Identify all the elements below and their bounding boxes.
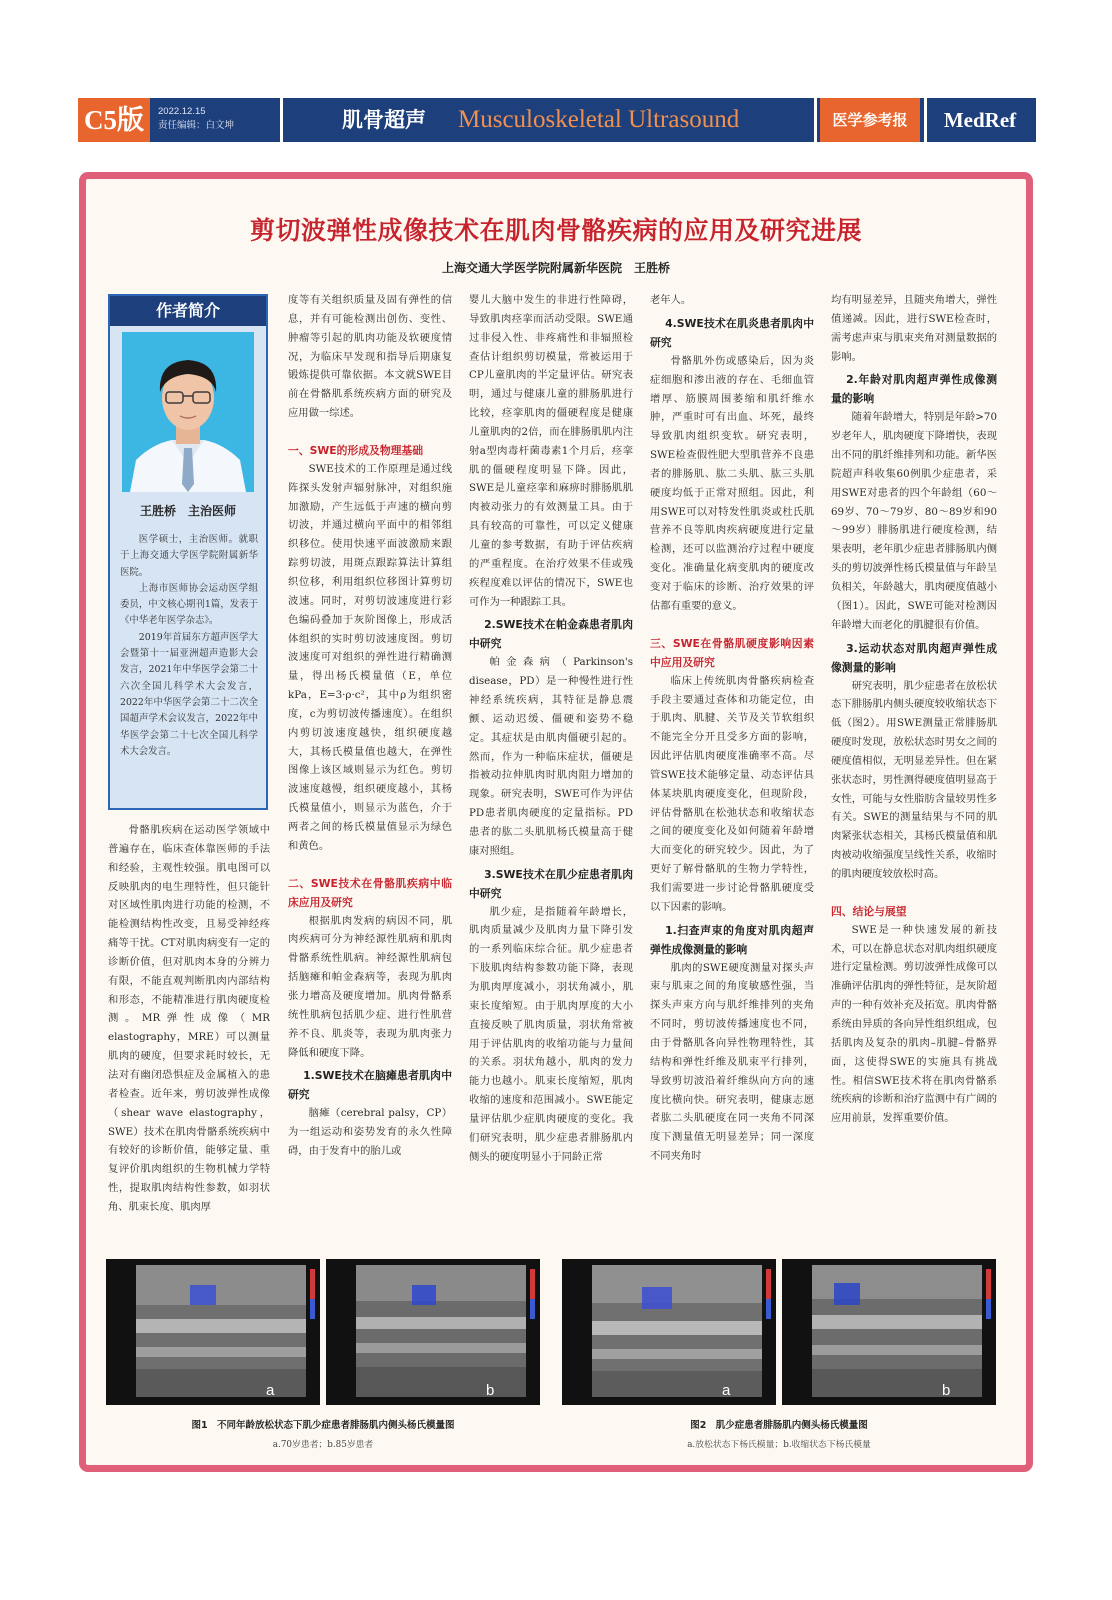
masthead-divider bbox=[814, 98, 817, 142]
subsection-heading: 2.SWE技术在帕金森患者肌肉中研究 bbox=[469, 618, 633, 651]
author-bio-paragraph: 医学硕士，主治医师。就职于上海交通大学医学院附属新华医院。 bbox=[120, 534, 258, 578]
body-paragraph-continued: 老年人。 bbox=[650, 294, 692, 306]
body-column-3 bbox=[469, 291, 633, 1253]
section-heading: 三、SWE在骨骼肌硬度影响因素中应用及研究 bbox=[650, 636, 814, 669]
author-bio-paragraph: 上海市医师协会运动医学组委员，中文核心期刊1篇，发表于《中华老年医学杂志》。 bbox=[120, 582, 258, 627]
panel-label: a bbox=[722, 1382, 731, 1399]
ultrasound-image bbox=[562, 1259, 776, 1405]
body-paragraph-continued: 均有明显差异，且随夹角增大，弹性值递减。因此，进行SWE检查时，需考虑声束与肌束夹角对测量数据的影响。 bbox=[831, 294, 997, 363]
publication-name-en: MedRef bbox=[943, 108, 1017, 132]
masthead-divider bbox=[280, 98, 283, 142]
body-column-4 bbox=[650, 291, 814, 1253]
figure-2-caption: 图2 肌少症患者腓肠肌内侧头杨氏模量图 bbox=[690, 1420, 868, 1431]
body-paragraph-continued: 婴儿大脑中发生的非进行性障碍，导致肌肉痉挛而活动受限。SWE通过非侵入性、非疼痛性和非辐照检查估计组织剪切模量，常被运用于CP儿童肌肉的半定量评估。研究表明，通过与健康儿童的腓肠肌进行比较，痉挛肌肉的僵硬程度是健康儿童肌肉的2倍，而在腓肠肌肌内注射a型肉毒杆菌毒素1个月后，痉挛肌的僵硬程度明显下降。因此，SWE是儿童痉挛和麻痹时腓肠肌肌肉被动张力的有效测量工具。由于具有较高的可靠性，可以定义健康儿童的参考数据，有助于评估疾病的严重程度。在治疗效果不佳或残疾程度难以评估的情况下，SWE也可作为一种跟踪工具。 bbox=[469, 294, 633, 608]
author-box-heading: 作者简介 bbox=[110, 296, 266, 326]
section-heading: 四、结论与展望 bbox=[831, 904, 907, 918]
body-paragraph: 研究表明，肌少症患者在放松状态下腓肠肌内侧头硬度较收缩状态下低（图2）。用SWE测量正常腓肠肌硬度时发现，放松状态时男女之间的硬度值相似，无明显差异性。但在紧张状态时，男性测得硬度值明显高于女性，可能与女性脂肪含量较男性多有关。SWE的测量结果与不同的肌肉紧张状态相关，其杨氏模量值和肌肉被动收缩强度呈线性关系，收缩时的肌肉硬度较放松时高。 bbox=[831, 679, 997, 880]
subsection-heading: 3.SWE技术在肌少症患者肌肉中研究 bbox=[469, 867, 633, 900]
body-paragraph: 骨骼肌外伤或感染后，因为炎症细胞和渗出液的存在、毛细血管增厚、筋膜周围萎缩和肌纤维水肿，严重时可有出血、坏死，最终导致肌肉组织变软。研究表明，SWE检查假性肥大型肌营养不良患者的腓肠肌、肱二头肌、肱三头肌硬度均低于正常对照组。因此，利用SWE可以对特发性肌炎或杜氏肌营养不良等肌肉疾病硬度进行定量检测，还可以监测治疗过程中硬度变化。准确量化病变肌肉的硬度改变对于临床的诊断、治疗效果的评估都有重要的意义。 bbox=[650, 354, 814, 612]
body-column-5 bbox=[831, 291, 997, 1253]
body-paragraph: 脑瘫（cerebral palsy，CP）为一组运动和姿势发育的永久性障碍，由于发育中的胎儿或 bbox=[288, 1107, 452, 1158]
subsection-heading: 1.扫查声束的角度对肌肉超声弹性成像测量的影响 bbox=[650, 923, 814, 956]
masthead-divider bbox=[924, 98, 927, 142]
issue-date: 2022.12.15 bbox=[158, 106, 206, 117]
masthead bbox=[78, 98, 1036, 142]
issue-meta bbox=[158, 105, 234, 133]
author-bio bbox=[120, 532, 258, 760]
intro-paragraph: 骨骼肌疾病在运动医学领域中普遍存在，临床查体靠医师的手法和经验，主观性较强。肌电图可以反映肌肉的电生理特性，但只能针对区域性肌肉进行功能的检测，不能检测结构性改变，且易受神经疼痛等干扰。CT对肌肉病变有一定的诊断价值，但对肌肉本身的分辨力有限，不能直观判断肌肉内部结构和形态，不能精准进行肌肉硬度检测。MR弹性成像（MR elastography，MRE）可以测量肌肉的硬度，但要求耗时较长，无法对有幽闭恐惧症及金属植入的患者检查。近年来，剪切波弹性成像（shear wave elastography，SWE）技术在肌肉骨骼系统疾病中有较好的诊断价值，能够定量、重复评价肌肉组织的生物机械力学特性，提取肌肉结构性参数，如羽状角、肌束长度、肌肉厚 bbox=[108, 824, 270, 1213]
body-paragraph: SWE是一种快速发展的新技术，可以在静息状态对肌肉组织硬度进行定量检测。剪切波弹性成像可以准确评估肌肉的弹性特征，是灰阶超声的一种有效补充及拓宽。肌肉骨骼系统由异质的各向异性组织组成，包括肌肉及复杂的肌肉–肌腱–骨骼界面，这使得SWE的实施具有挑战性。相信SWE技术将在肌肉骨骼系统疾病的诊断和治疗监测中有广阔的应用前景，发挥重要价值。 bbox=[831, 923, 997, 1125]
intro-paragraph-continued: 度等有关组织质量及固有弹性的信息，并有可能检测出创伤、变性、肿瘤等引起的肌肉功能及软硬度情况，为临床早发现和指导后期康复锻炼提供可靠依据。本文就SWE目前在骨骼肌系统疾病方面的研究及应用做一综述。 bbox=[288, 294, 452, 420]
figure-1-subcaption: a.70岁患者；b.85岁患者 bbox=[272, 1440, 374, 1450]
body-paragraph: SWE技术的工作原理是通过线阵探头发射声辐射脉冲，对组织施加激励，产生远低于声速的横向剪切波，并通过横向平面中的相邻组织移位。使用快速平面波激励来跟踪剪切波，用斑点跟踪算法计算组织位移，利用组织位移图计算剪切波速。同时，对剪切波速度进行彩色编码叠加于灰阶图像上，形成活体组织的实时剪切波速度图。剪切波速度可对组织的弹性进行精确测量，得出杨氏模量值（E，单位kPa，E=3·ρ·c²，其中ρ为组织密度，c为剪切波传播速度）。在组织内剪切波速度越快，组织硬度越大，其杨氏模量值也越大，在弹性图像上该区域则显示为红色。剪切波速度越慢，组织硬度越小，其杨氏模量值小，则显示为蓝色，介于两者之间的杨氏模量值显示为绿色和黄色。 bbox=[288, 462, 452, 852]
author-profile-box bbox=[108, 294, 268, 810]
author-bio-paragraph: 2019年首届东方超声医学大会暨第十一届亚洲超声造影大会发言，2021年中华医学会第二十六次全国儿科学术大会发言，2022年中华医学会第二十二次全国超声学术会议发言，2022年中华医学会第二十七次全国儿科学术大会发言。 bbox=[120, 631, 258, 757]
body-paragraph: 根据肌肉发病的病因不同，肌肉疾病可分为神经源性肌病和肌肉骨骼系统性肌病。神经源性肌病包括脑瘫和帕金森病等，表现为肌肉张力增高及硬度增加。肌肉骨骼系统性肌病包括肌少症、进行性肌营养不良、肌炎等，表现为肌肉张力降低和硬度下降。 bbox=[288, 914, 452, 1059]
body-paragraph: 临床上传统肌肉骨骼疾病检查手段主要通过查体和功能定位，由于肌肉、肌腱、关节及关节软组织不能完全分开且受多方面的影响，因此评估肌肉硬度准确率不高。尽管SWE技术能够定量、动态评估具体某块肌肉硬度变化，但现阶段，评估骨骼肌在松弛状态和收缩状态之间的硬度变化及如何随着年龄增大而变化的研究较少。因此，为了更好了解骨骼肌的生物力学特性，我们需要进一步讨论骨骼肌硬度受以下因素的影响。 bbox=[650, 674, 814, 913]
author-photo bbox=[122, 332, 254, 492]
figure-2-subcaption: a.放松状态下杨氏模量；b.收缩状态下杨氏模量 bbox=[687, 1440, 871, 1450]
edition-badge: C5版 bbox=[78, 98, 150, 142]
subsection-heading: 2.年龄对肌肉超声弹性成像测量的影响 bbox=[831, 373, 997, 406]
body-paragraph: 肌肉的SWE硬度测量对探头声束与肌束之间的角度敏感性强，当探头声束方向与肌纤维排列的夹角不同时，剪切波传播速度也不同，由于骨骼肌各向异性物理特性，其结构和弹性纤维及肌束平行排列，导致剪切波沿着纤维纵向方向的速度比横向快。研究表明，健康志愿者肱二头肌硬度在同一夹角不同深度下测量值无明显差异；同一深度不同夹角时 bbox=[650, 961, 814, 1163]
ultrasound-image bbox=[782, 1259, 996, 1405]
subsection-heading: 3.运动状态对肌肉超声弹性成像测量的影响 bbox=[831, 641, 997, 674]
figure-2a-ultrasound bbox=[562, 1259, 776, 1405]
publication-name-cn: 医学参考报 bbox=[820, 98, 920, 142]
article-byline: 上海交通大学医学院附属新华医院 王胜桥 bbox=[441, 261, 670, 275]
section-title-cn: 肌骨超声 bbox=[342, 108, 426, 132]
article-title: 剪切波弹性成像技术在肌肉骨骼疾病的应用及研究进展 bbox=[249, 216, 862, 245]
figure-1-caption: 图1 不同年龄放松状态下肌少症患者腓肠肌内侧头杨氏模量图 bbox=[191, 1420, 455, 1431]
body-column-2 bbox=[288, 291, 452, 1253]
author-portrait-image bbox=[122, 332, 254, 492]
panel-label: a bbox=[266, 1382, 275, 1399]
body-paragraph: 肌少症，是指随着年龄增长，肌肉质量减少及肌肉力量下降引发的一系列临床综合征。肌少症患者下肢肌肉结构参数功能下降，表现为肌肉厚度减小，羽状角减小，肌束长度缩短。由于肌肉厚度的大小直接反映了肌肉质量，羽状角常被用于评估肌肉的收缩功能与力量间的关系。羽状角越小，肌肉的发力能力也越小。肌束长度缩短，肌肉收缩的速度和范围减小。SWE能定量评估肌少症肌肉硬度的变化。我们研究表明，肌少症患者腓肠肌内侧头的硬度明显小于同龄正常 bbox=[469, 905, 633, 1163]
body-paragraph: 帕金森病（Parkinson's disease，PD）是一种慢性进行性神经系统疾病，其特征是静息震颤、运动迟缓、僵硬和姿势不稳定。其症状是由肌肉僵硬引起的。然而，作为一种临床症状，僵硬是指被动拉伸肌肉时肌肉阻力增加的现象。研究表明，SWE可作为评估PD患者肌肉硬度的定量指标。PD患者的肱二头肌肌杨氏模量高于健康对照组。 bbox=[469, 656, 633, 857]
subsection-heading: 1.SWE技术在脑瘫患者肌肉中研究 bbox=[288, 1069, 452, 1102]
body-column-1 bbox=[108, 821, 270, 1253]
section-heading: 一、SWE的形成及物理基础 bbox=[288, 443, 424, 457]
responsible-editor: 责任编辑：白文坤 bbox=[158, 120, 235, 131]
ultrasound-image bbox=[326, 1259, 540, 1405]
section-heading: 二、SWE技术在骨骼肌疾病中临床应用及研究 bbox=[288, 876, 452, 909]
subsection-heading: 4.SWE技术在肌炎患者肌肉中研究 bbox=[650, 316, 814, 349]
figure-1b-ultrasound bbox=[326, 1259, 540, 1405]
section-title-en: Musculoskeletal Ultrasound bbox=[458, 106, 740, 133]
figure-2b-ultrasound bbox=[782, 1259, 996, 1405]
panel-label: b bbox=[486, 1382, 495, 1399]
figure-1a-ultrasound bbox=[106, 1259, 320, 1405]
author-name: 王胜桥 主治医师 bbox=[139, 504, 236, 518]
body-paragraph: 随着年龄增大，特别是年龄>70岁老年人，肌肉硬度下降增快，表现出不同的肌纤维排列和功能。新华医院超声科收集60例肌少症患者，采用SWE对患者的四个年龄组（60～69岁、70～79岁、80～89岁和90～99岁）腓肠肌进行硬度检测，结果表明，老年肌少症患者腓肠肌内侧头的剪切波弹性杨氏模量值与年龄呈负相关，年龄越大，肌肉硬度值越小（图1）。因此，SWE可能对检测因年龄增大而老化的肌腱很有价值。 bbox=[831, 411, 997, 631]
article-frame bbox=[79, 172, 1033, 1472]
ultrasound-image bbox=[106, 1259, 320, 1405]
panel-label: b bbox=[942, 1382, 951, 1399]
